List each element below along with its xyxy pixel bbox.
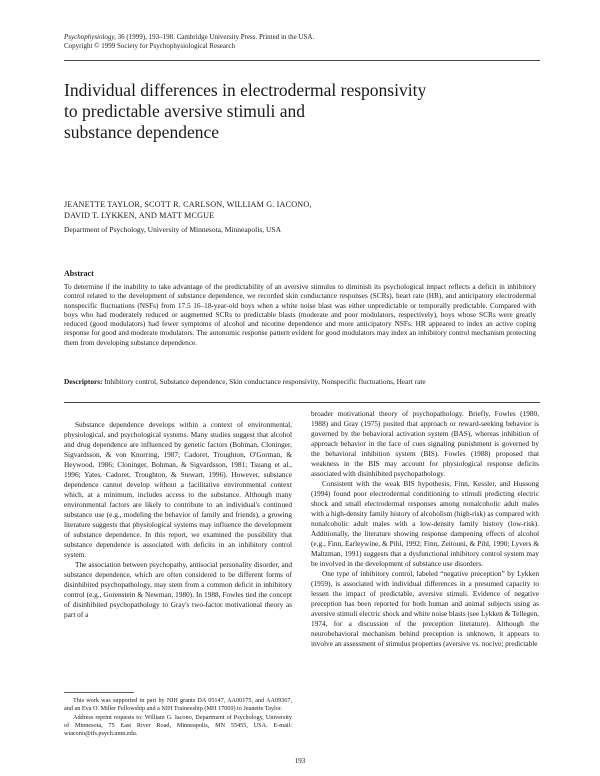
descriptors-label: Descriptors: <box>64 377 103 386</box>
citation-text: 36 (1999), 193–198. Cambridge University Press. Printed in the USA. <box>115 33 315 41</box>
footnotes <box>64 697 292 739</box>
header-rule <box>64 60 540 61</box>
title-line: to predictable aversive stimuli and <box>64 101 306 121</box>
body-paragraph: One type of inhibitory control, labeled “negative preception” by Lykken (1959), is associated with individual differences in a presumed capacity to lessen the impact of predictable, aversive stimuli. Evidence of negative preception has been reported for both human and animal subjects using as aversive stimuli electric shock and white noise blasts (see Lykken & Tellegen, 1974, for a discussion of the preception literature). Although the neurobehavioral mechanism behind preception is unknown, it appears to involve an assessment of stimulus properties (aversive vs. nocive; predictable <box>311 569 539 648</box>
title-line: substance dependence <box>64 122 219 142</box>
descriptors <box>64 377 536 386</box>
article-title <box>64 80 544 143</box>
copyright-line: Copyright © 1999 Society for Psychophysiological Research <box>64 42 235 50</box>
abstract-rule <box>64 402 540 403</box>
body-column-left <box>64 420 292 620</box>
body-paragraph: Substance dependence develops within a context of environmental, physiological, and psychological systems. Many studies suggest that alcohol and drug dependence are influenced by genetic factors (Bohman, Cloninger, Sigvardsson, & von Knorring, 1987; Cadoret, Troughton, O'Gorman, & Heywood, 1986; Cloninger, Bohman, & Sigvardsson, 1981; Tsuang et al., 1996; Yates, Cadoret, Troughton, & Stewart, 1996). However, substance dependence cannot develop without a facilitative environmental context which, at a minimum, includes access to the substance. Although many environmental factors are likely to contribute to an individual's continued substance use (e.g., modeling the behavior of family and friends), a growing literature suggests that physiological systems may influence the development of substance dependence. In this report, we examined the possibility that substance dependence is associated with deficits in an inhibitory control system. <box>64 420 292 559</box>
title-line: Individual differences in electrodermal responsivity <box>64 80 427 100</box>
footnote: This work was supported in part by NIH grants DA 05147, AA00175, and AA09367, and an Eva O. Miller Fellowship and a NIH Traineeship (MH 17069) to Jeanette Taylor. <box>64 697 292 712</box>
footnote-rule <box>64 692 134 693</box>
body-column-right <box>311 409 539 649</box>
author-line: DAVID T. LYKKEN, AND MATT MCGUE <box>64 211 215 220</box>
citation-line <box>64 33 314 42</box>
abstract-text: To determine if the inability to take advantage of the predictability of an aversive stimulus to diminish its psychological impact reflects a deficit in inhibitory control related to the development of substance dependence, we recorded skin conductance responses (SCRs), heart rate (HR), and anticipatory electrodermal nonspecific fluctuations (NSFs) from 17.5 16–18-year-old boys when a white noise blast was either unpredictable or temporally predictable. Compared with boys who had moderately reduced or augmented SCRs to predictable blasts (moderate and poor modulators, respectively), boys whose SCRs were greatly reduced (good modulators) had fewer symptoms of alcohol and nicotine dependence and more anticipatory NSFs. HR appeared to index an active coping response for good and moderate modulators. The autonomic response pattern evident for good modulators may index an inhibitory control mechanism protecting them from developing substance dependence. <box>64 282 536 347</box>
descriptors-text: Inhibitory control, Substance dependence, Skin conductance responsivity, Nonspecific fluctuations, Heart rate <box>102 377 426 386</box>
journal-header <box>64 33 314 51</box>
author-line: JEANETTE TAYLOR, SCOTT R. CARLSON, WILLIAM G. IACONO, <box>64 200 312 209</box>
body-paragraph: The association between psychopathy, antisocial personality disorder, and substance dependence, which are often considered to be different forms of disinhibited psychopathology, may stem from a common deficit in inhibitory control (e.g., Gorenstein & Newman, 1980). In 1988, Fowles tied the concept of disinhibited psychopathology to Gray's two-factor motivational theory as part of a <box>64 560 292 619</box>
body-paragraph: broader motivational theory of psychopathology. Briefly, Fowles (1980, 1988) and Gray (1975) posited that approach or reward-seeking behavior is governed by the behavioral activation system (BAS), whereas inhibition of approach behavior in the face of cues signaling punishment is governed by the behavioral inhibition system (BIS). Fowles (1988) proposed that weakness in the BIS may account for physiological response deficits associated with disinhibited psychopathology. <box>311 409 539 478</box>
author-list <box>64 199 534 221</box>
affiliation: Department of Psychology, University of Minnesota, Minneapolis, USA <box>64 225 281 234</box>
footnote: Address reprint requests to: William G. Iacono, Department of Psychology, University of Minnesota, 75 East River Road, Minneapolis, MN 55455, USA. E-mail: wiacono@tfs.psych.umn.edu. <box>64 714 292 737</box>
page-number: 193 <box>294 757 306 765</box>
abstract-heading: Abstract <box>64 269 94 278</box>
body-paragraph: Consistent with the weak BIS hypothesis, Finn, Kessler, and Hussong (1994) found poor electrodermal conditioning to stimuli predicting electric shock and small electrodermal responses among nonalcoholic adult males with a high-density family history of alcoholism (high-risk) as compared with nonalcoholic adult males with a low-density family history (low-risk). Additionally, the literature showing response dampening effects of alcohol (e.g., Finn, Earleywine, & Pihl, 1992; Finn, Zeitouni, & Pihl, 1990; Lyvers & Maltzman, 1991) suggests that a dysfunctional inhibitory control system may be involved in the development of substance use disorders. <box>311 479 539 568</box>
journal-name: Psychophysiology, <box>64 33 116 41</box>
